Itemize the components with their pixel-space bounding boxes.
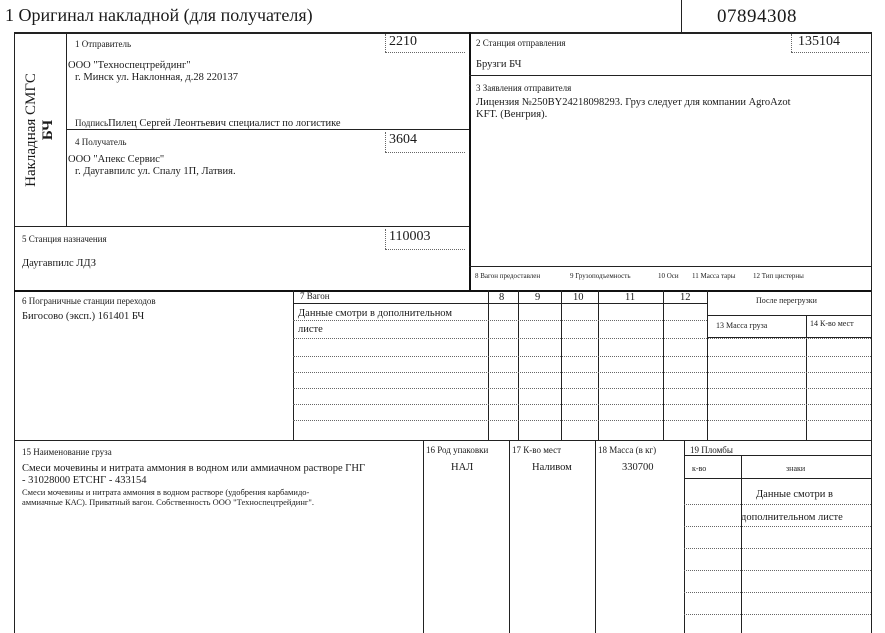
mass-label: 18 Масса (в кг) xyxy=(598,445,657,455)
seals-note-line1: Данные смотри в xyxy=(756,489,833,500)
cargo-name-line1: Смеси мочевины и нитрата аммония в водном или аммиачном растворе ГНГ xyxy=(22,463,366,474)
cargo-mass-label: 13 Масса груза xyxy=(716,321,768,330)
frame-top xyxy=(14,32,871,34)
recipient-address: г. Даугавпилс ул. Спалу 1П, Латвия. xyxy=(75,166,236,177)
wagon-header-12: 12 Тип цистерны xyxy=(753,272,804,280)
border-wagon-divider xyxy=(293,290,294,440)
mass-value: 330700 xyxy=(622,462,654,473)
statements-line2: KFT. (Венгрия). xyxy=(476,109,548,120)
packaging-value: НАЛ xyxy=(451,462,474,473)
side-label xyxy=(14,34,66,226)
col-number-12: 12 xyxy=(680,292,691,303)
packaging-label: 16 Род упаковки xyxy=(426,445,489,455)
doc-number: 07894308 xyxy=(717,6,797,27)
places-value: Наливом xyxy=(532,462,572,473)
number-box-divider xyxy=(681,0,682,32)
departure-code: 135104 xyxy=(798,34,840,49)
statements-label: 3 Заявления отправителя xyxy=(476,83,572,93)
sender-code: 2210 xyxy=(389,34,417,49)
recipient-name: ООО "Апекс Сервис" xyxy=(68,154,165,165)
signature-label: Подпись xyxy=(75,118,109,128)
departure-label: 2 Станция отправления xyxy=(476,38,566,48)
sender-label: 1 Отправитель xyxy=(75,39,132,49)
seals-note-line2: дополнительном листе xyxy=(741,512,843,523)
border-stations-label: 6 Пограничные станции переходов xyxy=(22,296,156,306)
places-label: 17 К-во мест xyxy=(512,445,562,455)
cargo-name-line4: аммиачные КАС). Приватный вагон. Собственность ООО "Техноспецтрейдинг". xyxy=(22,497,314,507)
wagon-header-10: 10 Оси xyxy=(658,272,679,280)
cargo-name-line3: Смеси мочевины и нитрата аммония в водном растворе (удобрения карбамидо- xyxy=(22,487,310,497)
statements-line1: Лицензия №250BY24218098293. Груз следует для компании AgroAzot xyxy=(476,97,791,108)
destination-label: 5 Станция назначения xyxy=(22,234,107,244)
seals-label: 19 Пломбы xyxy=(690,445,733,455)
cargo-name-line2: - 31028000 ЕТСНГ - 433154 xyxy=(22,475,147,486)
destination-code: 110003 xyxy=(389,229,431,244)
wagon-header-11: 11 Масса тары xyxy=(692,272,736,280)
wagon-note-line1: Данные смотри в дополнительном xyxy=(298,308,453,319)
cargo-name-label: 15 Наименование груза xyxy=(22,447,112,457)
departure-statements-divider xyxy=(469,75,871,76)
after-reload-label: После перегрузки xyxy=(756,296,817,305)
sender-signature xyxy=(75,114,341,131)
departure-station: Брузги БЧ xyxy=(476,59,522,70)
signature-value: Пилец Сергей Леонтьевич специалист по логистике xyxy=(108,118,341,129)
col-number-9: 9 xyxy=(535,292,541,303)
col-number-10: 10 xyxy=(573,292,584,303)
wagon-number-row-line xyxy=(293,303,707,304)
cargo-row-top-line xyxy=(14,440,871,441)
sender-name: ООО "Техноспецтрейдинг" xyxy=(68,60,191,71)
col-number-8: 8 xyxy=(499,292,505,303)
recipient-label: 4 Получатель xyxy=(75,137,127,147)
seals-signs-label: знаки xyxy=(786,464,806,473)
sender-address: г. Минск ул. Наклонная, д.28 220137 xyxy=(75,72,239,83)
statements-wagon-divider xyxy=(469,266,871,267)
recipient-code: 3604 xyxy=(389,132,417,147)
wagon-header-8: 8 Вагон предоставлен xyxy=(475,272,541,280)
wagon-header-9: 9 Грузоподъемность xyxy=(570,272,631,280)
main-vertical-divider xyxy=(469,32,471,290)
wagon-note-line2: листе xyxy=(298,324,323,335)
recipient-destination-divider xyxy=(14,226,469,227)
seals-qty-label: к-во xyxy=(692,464,707,473)
row6-top-line xyxy=(14,290,871,292)
destination-station: Даугавпилс ЛДЗ xyxy=(22,258,97,269)
side-label-railway: БЧ xyxy=(40,119,56,141)
places-count-label: 14 К-во мест xyxy=(810,319,854,328)
form-title: 1 Оригинал накладной (для получателя) xyxy=(5,5,313,25)
col-number-11: 11 xyxy=(625,292,636,303)
wagon-label: 7 Вагон xyxy=(300,291,330,301)
border-stations-value: Бигосово (эксп.) 161401 БЧ xyxy=(22,311,145,322)
frame-right xyxy=(871,32,872,633)
side-label-title: Накладная СМГС xyxy=(23,73,39,187)
